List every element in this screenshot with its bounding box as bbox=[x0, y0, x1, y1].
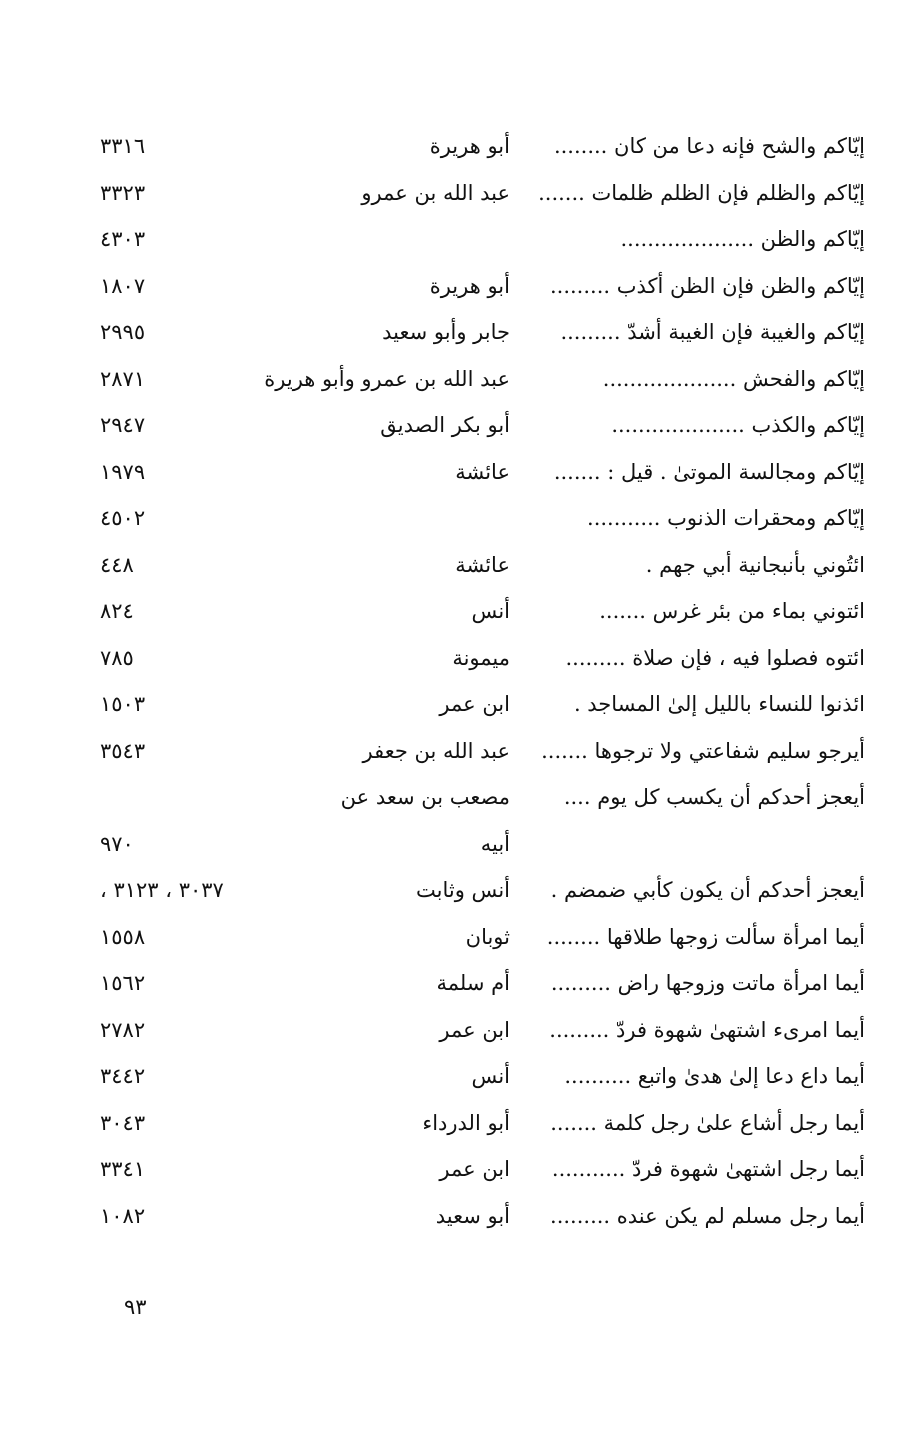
hadith-text: إيّاكم والشح فإنه دعا من كان ........ bbox=[553, 134, 865, 158]
hadith-text: إيّاكم والظن فإن الظن أكذب ......... bbox=[549, 273, 865, 298]
index-row bbox=[90, 172, 865, 219]
index-row bbox=[90, 1055, 865, 1102]
narrator-name: أبيه bbox=[480, 831, 510, 856]
page-number: ٩٣ bbox=[124, 1295, 147, 1319]
hadith-text: أيما رجل اشتهىٰ شهوة فردّ ........... bbox=[551, 1157, 865, 1181]
index-row bbox=[90, 218, 865, 265]
narrator-name: أبو هريرة bbox=[429, 273, 510, 298]
hadith-index-list bbox=[90, 125, 865, 1241]
hadith-reference-number: ٤٣٠٣ bbox=[100, 227, 146, 251]
index-row bbox=[90, 823, 865, 870]
narrator-name: أبو هريرة bbox=[429, 134, 510, 158]
hadith-reference-number: ٣٣٢٣ bbox=[100, 180, 146, 205]
hadith-text: أيما رجل مسلم لم يكن عنده ......... bbox=[550, 1203, 865, 1228]
index-row bbox=[90, 1195, 865, 1242]
index-row bbox=[90, 451, 865, 498]
narrator-name: مصعب بن سعد عن bbox=[340, 785, 510, 809]
narrator-name: عائشة bbox=[455, 459, 510, 484]
hadith-reference-number: ٢٧٨٢ bbox=[100, 1017, 146, 1042]
hadith-text: إيّاكم والظلم فإن الظلم ظلمات ....... bbox=[538, 180, 865, 205]
hadith-reference-number: ٩٧٠ bbox=[100, 831, 134, 856]
narrator-name: أنس bbox=[471, 1064, 510, 1088]
hadith-text: أيرجو سليم شفاعتي ولا ترجوها ....... bbox=[541, 738, 865, 763]
index-row bbox=[90, 776, 865, 823]
index-row bbox=[90, 962, 865, 1009]
hadith-reference-number: ٣٥٤٣ bbox=[100, 738, 146, 763]
hadith-reference-number: ١٥٦٢ bbox=[100, 971, 146, 995]
hadith-text: ائتوه فصلوا فيه ، فإن صلاة ......... bbox=[565, 645, 865, 670]
hadith-reference-number: ١٥٥٨ bbox=[100, 924, 146, 949]
hadith-text: ائذنوا للنساء بالليل إلىٰ المساجد . bbox=[573, 692, 865, 716]
narrator-name: عبد الله بن عمرو وأبو هريرة bbox=[264, 366, 510, 391]
narrator-name: عائشة bbox=[455, 552, 510, 577]
hadith-text: إيّاكم والغيبة فإن الغيبة أشدّ ......... bbox=[560, 320, 865, 344]
hadith-text: إيّاكم ومحقرات الذنوب ........... bbox=[587, 506, 865, 530]
hadith-reference-number: ٨٢٤ bbox=[100, 599, 134, 623]
index-row bbox=[90, 590, 865, 637]
narrator-name: أنس bbox=[471, 599, 510, 623]
hadith-text: إيّاكم والفحش .................... bbox=[602, 366, 865, 391]
index-row bbox=[90, 125, 865, 172]
index-row bbox=[90, 1009, 865, 1056]
hadith-reference-number: ٣٣١٦ bbox=[100, 134, 146, 158]
hadith-text: إيّاكم ومجالسة الموتىٰ . قيل : ....... bbox=[553, 459, 865, 484]
hadith-reference-number: ١٠٨٢ bbox=[100, 1203, 146, 1228]
index-row bbox=[90, 869, 865, 916]
hadith-reference-number: ٢٩٩٥ bbox=[100, 320, 146, 344]
hadith-reference-number: ٣٠٣٧ ، ٣١٢٣ ، bbox=[100, 878, 224, 902]
narrator-name: ابن عمر bbox=[439, 1017, 510, 1042]
index-row bbox=[90, 311, 865, 358]
hadith-reference-number: ٤٤٨ bbox=[100, 552, 134, 577]
narrator-name: جابر وأبو سعيد bbox=[382, 320, 510, 344]
hadith-text: إيّاكم والكذب .................... bbox=[611, 413, 865, 437]
hadith-reference-number: ٣٣٤١ bbox=[100, 1157, 146, 1181]
index-row bbox=[90, 916, 865, 963]
index-row bbox=[90, 265, 865, 312]
hadith-reference-number: ٢٨٧١ bbox=[100, 366, 146, 391]
hadith-text: أيما داع دعا إلىٰ هدىٰ واتبع .......... bbox=[564, 1064, 865, 1088]
narrator-name: ثوبان bbox=[465, 924, 510, 949]
narrator-name: أبو سعيد bbox=[435, 1203, 510, 1228]
narrator-name: أبو بكر الصديق bbox=[380, 413, 510, 437]
hadith-reference-number: ١٨٠٧ bbox=[100, 273, 146, 298]
hadith-reference-number: ٧٨٥ bbox=[100, 645, 134, 670]
index-row bbox=[90, 730, 865, 777]
index-row bbox=[90, 404, 865, 451]
narrator-name: أبو الدرداء bbox=[422, 1110, 510, 1135]
hadith-text: أيعجز أحدكم أن يكون كأبي ضمضم . bbox=[550, 878, 865, 902]
hadith-text: أيما امرأة سألت زوجها طلاقها ........ bbox=[546, 924, 865, 949]
hadith-reference-number: ١٥٠٣ bbox=[100, 692, 146, 716]
index-row bbox=[90, 637, 865, 684]
hadith-text: ائتوني بماء من بئر غرس ....... bbox=[599, 599, 865, 623]
narrator-name: أم سلمة bbox=[436, 971, 510, 995]
hadith-reference-number: ٢٩٤٧ bbox=[100, 413, 146, 437]
hadith-text: إيّاكم والظن .................... bbox=[620, 227, 865, 251]
narrator-name: عبد الله بن عمرو bbox=[361, 180, 510, 205]
hadith-text: أيعجز أحدكم أن يكسب كل يوم .... bbox=[563, 785, 865, 809]
narrator-name: ميمونة bbox=[452, 645, 510, 670]
narrator-name: ابن عمر bbox=[439, 1157, 510, 1181]
hadith-reference-number: ١٩٧٩ bbox=[100, 459, 146, 484]
narrator-name: أنس وثابت bbox=[416, 878, 510, 902]
index-row bbox=[90, 1148, 865, 1195]
index-row bbox=[90, 497, 865, 544]
hadith-text: أيما امرأة ماتت وزوجها راض ......... bbox=[550, 971, 865, 995]
index-row bbox=[90, 544, 865, 591]
hadith-reference-number: ٤٥٠٢ bbox=[100, 506, 146, 530]
narrator-name: عبد الله بن جعفر bbox=[362, 738, 510, 763]
index-row bbox=[90, 358, 865, 405]
index-row bbox=[90, 1102, 865, 1149]
hadith-text: أيما امرىء اشتهىٰ شهوة فردّ ......... bbox=[549, 1017, 865, 1042]
hadith-reference-number: ٣٠٤٣ bbox=[100, 1110, 146, 1135]
hadith-text: أيما رجل أشاع علىٰ رجل كلمة ....... bbox=[550, 1110, 865, 1135]
hadith-reference-number: ٣٤٤٢ bbox=[100, 1064, 146, 1088]
index-row bbox=[90, 683, 865, 730]
narrator-name: ابن عمر bbox=[439, 692, 510, 716]
hadith-text: ائتُوني بأنبجانية أبي جهم . bbox=[645, 552, 865, 577]
